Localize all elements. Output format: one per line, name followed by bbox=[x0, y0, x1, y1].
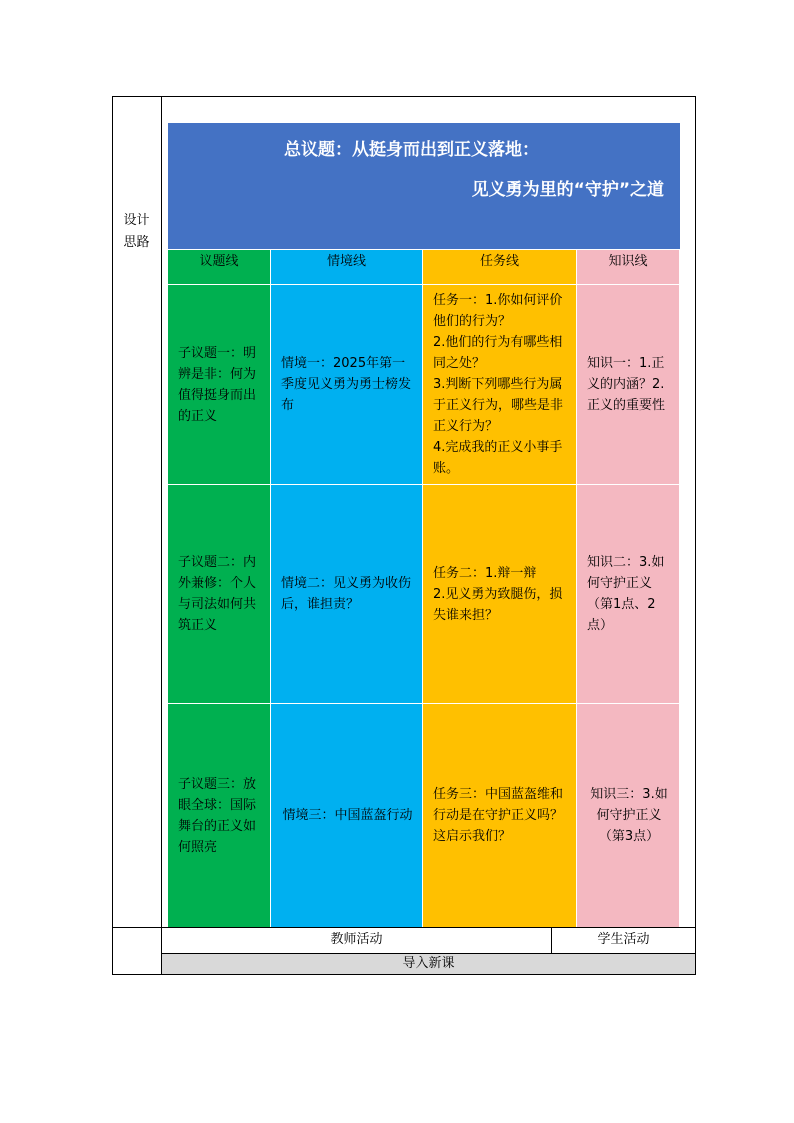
teacher-activity-header: 教师活动 bbox=[330, 932, 383, 947]
row2-knowledge bbox=[577, 485, 679, 703]
row3-knowledge-text: 知识三：3.如何守护正义（第3点） bbox=[590, 787, 668, 844]
table-border-right bbox=[695, 96, 696, 975]
banner-title-line1: 总议题：从挺身而出到正义落地： bbox=[284, 140, 539, 160]
table-border-top bbox=[112, 96, 696, 97]
row1-topic bbox=[168, 285, 270, 484]
design-idea-label bbox=[112, 210, 161, 254]
header-topic-line: 议题线 bbox=[168, 250, 270, 284]
row1-knowledge bbox=[577, 285, 679, 484]
row2-situation bbox=[271, 485, 422, 703]
table-border-bottom bbox=[112, 974, 696, 975]
row1-situation-text: 情境一：2025年第一季度见义勇为勇士榜发布 bbox=[281, 356, 412, 413]
row1-topic-text: 子议题一：明辨是非：何为值得挺身而出的正义 bbox=[178, 345, 257, 424]
main-topic-banner bbox=[168, 123, 680, 249]
row1-situation bbox=[271, 285, 422, 484]
student-activity-header: 学生活动 bbox=[597, 932, 650, 947]
row3-task-text: 任务三：中国蓝盔维和行动是在守护正义吗？这启示我们？ bbox=[433, 787, 564, 844]
row2-task bbox=[423, 485, 576, 703]
side-label-line2: 思路 bbox=[123, 235, 150, 250]
row1-task-text: 任务一：1.你如何评价他们的行为？ 2.他们的行为有哪些相同之处？ 3.判断下列哪些行为属于正义行为，哪些是非正义行为？ 4.完成我的正义小事手账。 bbox=[433, 293, 564, 476]
row3-task bbox=[423, 704, 576, 927]
row3-knowledge bbox=[577, 704, 679, 927]
header-knowledge-line: 知识线 bbox=[577, 250, 679, 284]
row2-task-text: 任务二：1.辩一辩 2.见义勇为致腿伤，损失谁来担？ bbox=[433, 565, 563, 623]
row2-topic-text: 子议题二：内外兼修：个人与司法如何共筑正义 bbox=[178, 555, 257, 633]
row1-task bbox=[423, 285, 576, 484]
row2-knowledge-text: 知识二：3.如何守护正义（第1点、2点） bbox=[587, 555, 665, 633]
table-divider-label bbox=[161, 96, 162, 975]
header-task-line: 任务线 bbox=[423, 250, 576, 284]
header-situation-line: 情境线 bbox=[271, 250, 422, 284]
row3-situation bbox=[271, 704, 422, 927]
row2-situation-text: 情境二：见义勇为收伤后，谁担责？ bbox=[281, 576, 412, 612]
side-label-line1: 设计 bbox=[123, 213, 150, 228]
banner-title-line2: 见义勇为里的“守护”之道 bbox=[471, 180, 664, 200]
row1-knowledge-text: 知识一：1.正义的内涵？2.正义的重要性 bbox=[587, 356, 666, 413]
row2-topic bbox=[168, 485, 270, 703]
table-row-divider bbox=[112, 927, 696, 928]
row3-topic bbox=[168, 704, 270, 927]
row3-topic-text: 子议题三：放眼全球：国际舞台的正义如何照亮 bbox=[178, 776, 257, 855]
section-title: 导入新课 bbox=[402, 956, 455, 971]
row3-situation-text: 情境三：中国蓝盔行动 bbox=[282, 808, 413, 823]
